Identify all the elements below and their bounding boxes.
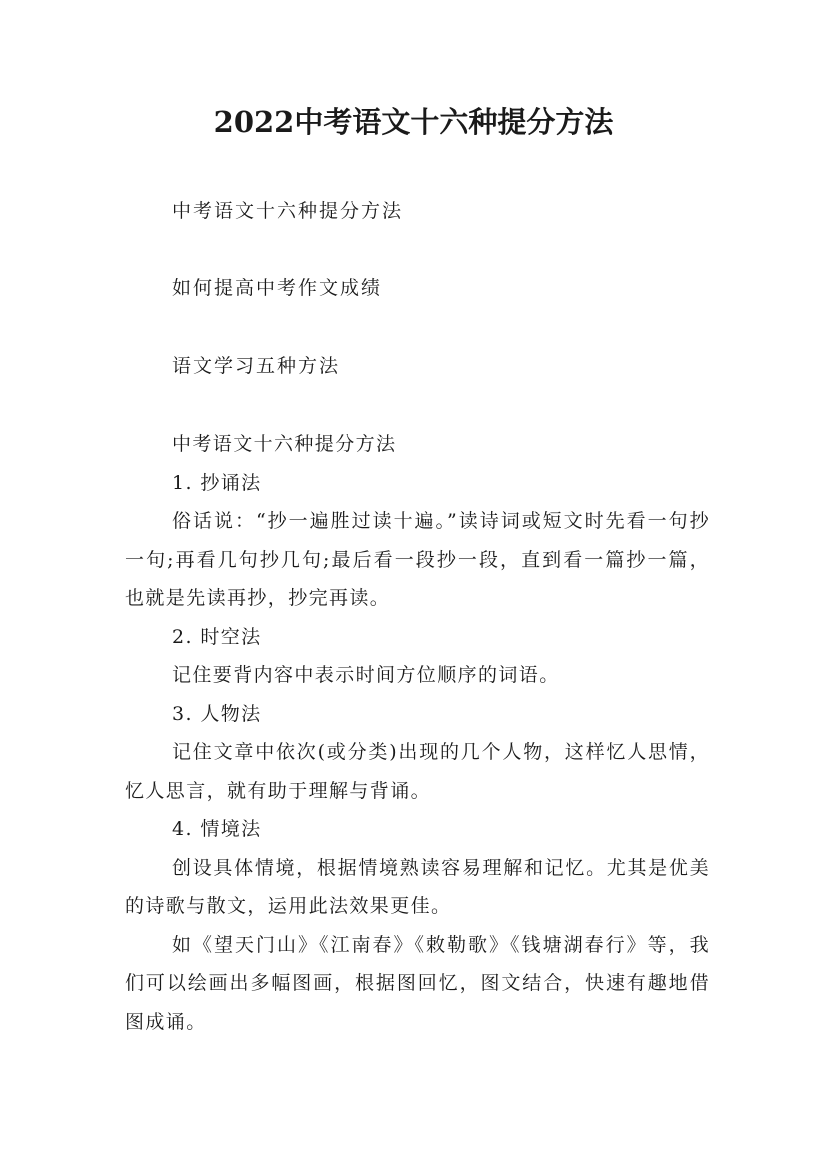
- item-paragraph-4: 创设具体情境，根据情境熟读容易理解和记忆。尤其是优美的诗歌与散文，运用此法效果更佳。: [125, 856, 710, 917]
- item-heading-4: 4. 情境法: [172, 818, 262, 840]
- item-heading-2: 2. 时空法: [172, 625, 262, 648]
- item-paragraph-5: 如《望天门山》《江南春》《敕勒歌》《钱塘湖春行》等，我们可以绘画出多幅图画，根据图回忆，图文结合，快速有趣地借图成诵。: [125, 933, 710, 1033]
- item-paragraph-1: 俗话说：“抄一遍胜过读十遍。”读诗词或短文时先看一句抄一句;再看几句抄几句;最后看一段抄一段，直到看一篇抄一篇，也就是先读再抄，抄完再读。: [125, 510, 710, 609]
- item-heading-3: 3. 人物法: [172, 702, 262, 725]
- document-title: 2022中考语文十六种提分方法: [213, 105, 614, 139]
- item-heading-1: 1. 抄诵法: [172, 471, 262, 494]
- toc-item-2: 如何提高中考作文成绩: [172, 277, 383, 299]
- toc-item-3: 语文学习五种方法: [172, 355, 341, 377]
- section-heading: 中考语文十六种提分方法: [172, 433, 397, 455]
- document-body: [125, 425, 710, 1041]
- item-paragraph-2: 记住要背内容中表示时间方位顺序的词语。: [172, 664, 560, 686]
- toc-item-1: 中考语文十六种提分方法: [172, 200, 404, 222]
- item-paragraph-3: 记住文章中依次(或分类)出现的几个人物，这样忆人思情，忆人思言，就有助于理解与背诵。: [125, 741, 710, 802]
